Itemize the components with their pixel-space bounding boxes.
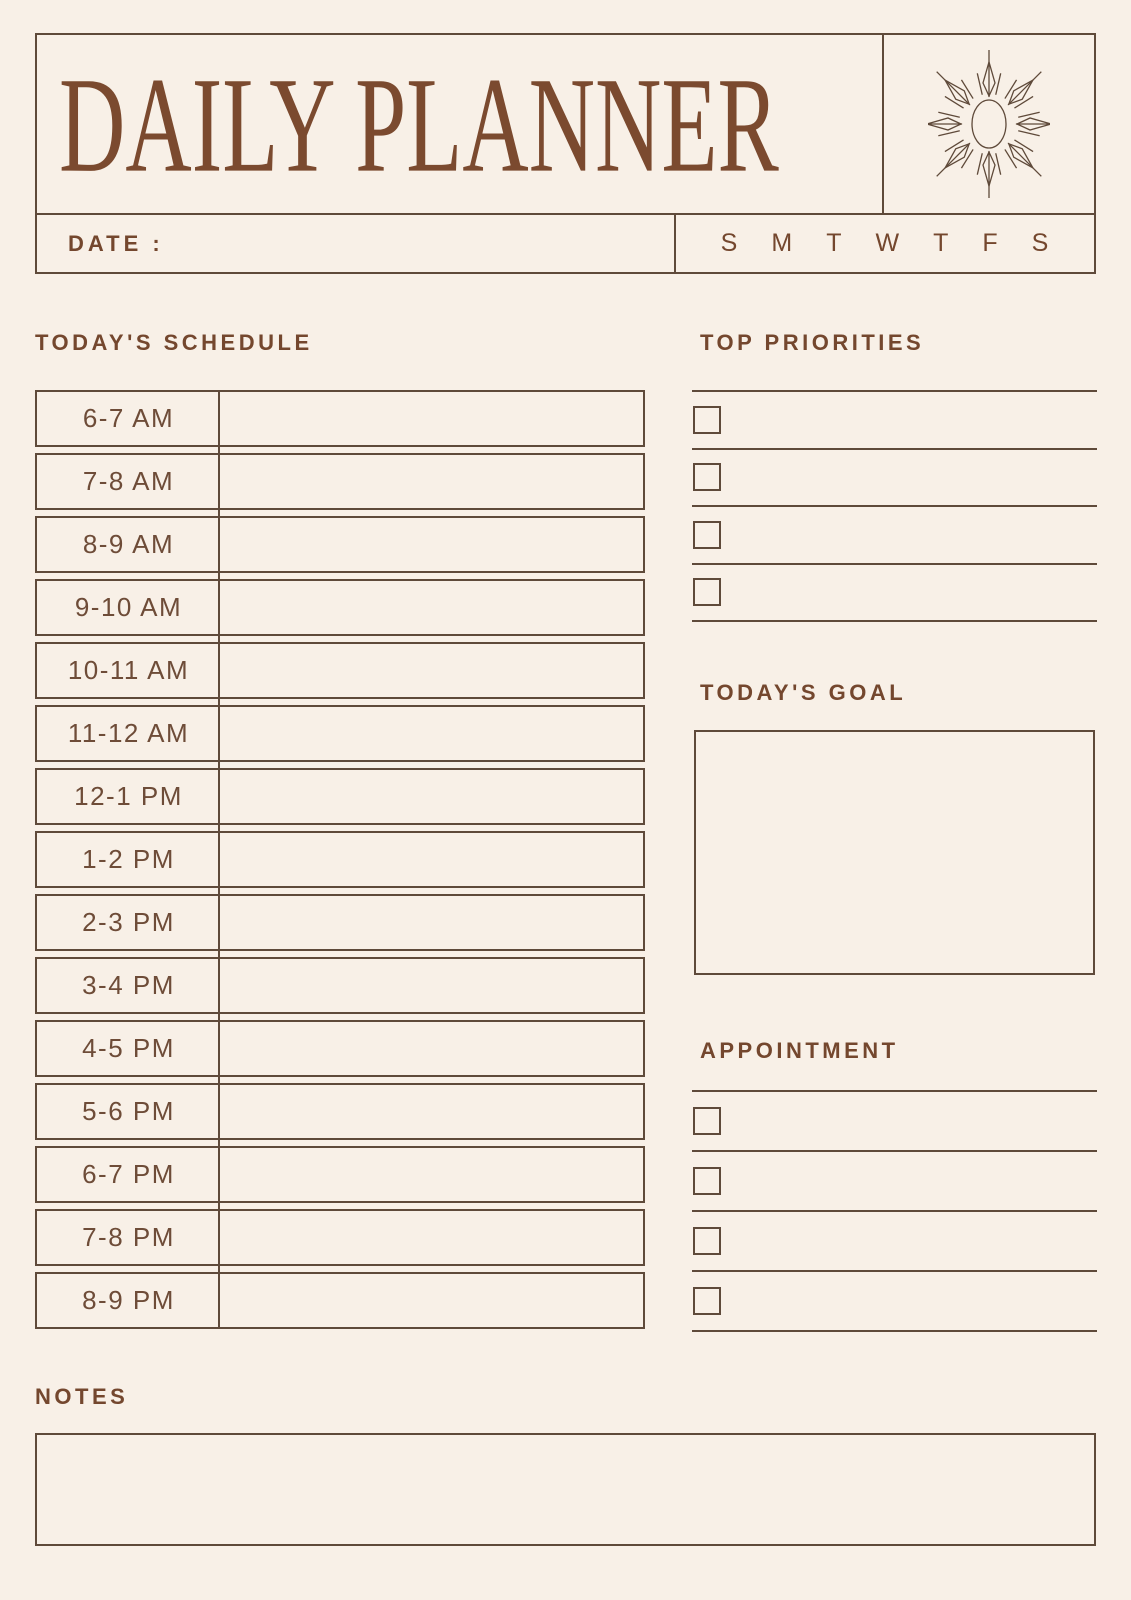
schedule-row: [35, 516, 645, 573]
date-label: DATE :: [68, 230, 164, 256]
time-label: 1-2 PM: [82, 844, 175, 874]
priority-row: [692, 505, 1097, 563]
schedule-entry-cell[interactable]: [220, 1022, 643, 1075]
schedule-entry-cell[interactable]: [220, 1211, 643, 1264]
notes-box[interactable]: [35, 1433, 1096, 1546]
goal-heading: TODAY'S GOAL: [700, 680, 907, 705]
appointment-entry-area[interactable]: [721, 1272, 1097, 1330]
appointment-checkbox[interactable]: [693, 1107, 721, 1135]
priority-entry-area[interactable]: [721, 450, 1097, 506]
time-label: 4-5 PM: [82, 1033, 175, 1063]
schedule-row: [35, 1083, 645, 1140]
schedule-entry-cell[interactable]: [220, 1085, 643, 1138]
time-label: 8-9 PM: [82, 1285, 175, 1315]
appointment-row: [692, 1210, 1097, 1270]
schedule-entry-cell[interactable]: [220, 959, 643, 1012]
priority-checkbox[interactable]: [693, 521, 721, 549]
schedule-entry-cell[interactable]: [220, 392, 643, 445]
schedule-row: [35, 1146, 645, 1203]
schedule-entry-cell[interactable]: [220, 896, 643, 949]
schedule-entry-cell[interactable]: [220, 707, 643, 760]
sun-cell: [882, 35, 1094, 213]
schedule-entry-cell[interactable]: [220, 455, 643, 508]
appointment-row: [692, 1150, 1097, 1210]
time-label: 3-4 PM: [82, 970, 175, 1000]
priorities-list: [692, 390, 1097, 622]
time-label: 10-11 AM: [67, 655, 190, 685]
schedule-entry-cell[interactable]: [220, 518, 643, 571]
schedule-row: [35, 1209, 645, 1266]
weekday-letter[interactable]: W: [875, 229, 901, 257]
schedule-row: [35, 579, 645, 636]
appointment-list: [692, 1090, 1097, 1332]
time-label: 11-12 AM: [67, 718, 190, 748]
priority-checkbox[interactable]: [693, 406, 721, 434]
appointment-entry-area[interactable]: [721, 1212, 1097, 1270]
schedule-row: [35, 1020, 645, 1077]
time-label: 7-8 AM: [82, 466, 175, 496]
page-title: DAILY PLANNER: [59, 47, 779, 201]
weekday-letter[interactable]: S: [1031, 229, 1050, 257]
schedule-heading: TODAY'S SCHEDULE: [35, 330, 313, 355]
schedule-entry-cell[interactable]: [220, 581, 643, 634]
schedule-row: [35, 894, 645, 951]
weekday-letter[interactable]: T: [933, 229, 950, 257]
schedule-row: [35, 705, 645, 762]
priority-row: [692, 448, 1097, 506]
priority-entry-area[interactable]: [721, 565, 1097, 621]
time-label: 8-9 AM: [82, 529, 175, 559]
schedule-row: [35, 642, 645, 699]
notes-heading: NOTES: [35, 1384, 129, 1409]
appointment-checkbox[interactable]: [693, 1287, 721, 1315]
schedule-row: [35, 1272, 645, 1329]
time-label: 12-1 PM: [74, 781, 183, 811]
appointment-checkbox[interactable]: [693, 1227, 721, 1255]
time-label: 7-8 PM: [82, 1222, 175, 1252]
time-label: 2-3 PM: [82, 907, 175, 937]
header-box: [35, 33, 1096, 213]
weekday-letter[interactable]: F: [982, 229, 999, 257]
schedule-row: [35, 453, 645, 510]
appointment-heading: APPOINTMENT: [700, 1038, 899, 1063]
date-cell: [37, 215, 674, 272]
priorities-heading: TOP PRIORITIES: [700, 330, 925, 355]
time-label: 5-6 PM: [82, 1096, 175, 1126]
weekday-row: [674, 215, 1094, 272]
appointment-checkbox[interactable]: [693, 1167, 721, 1195]
schedule-table: [35, 390, 645, 1329]
date-input-area[interactable]: [164, 215, 674, 272]
date-row: [35, 213, 1096, 274]
appointment-row: [692, 1090, 1097, 1150]
schedule-entry-cell[interactable]: [220, 1148, 643, 1201]
title-wrap: [37, 47, 882, 201]
priority-checkbox[interactable]: [693, 578, 721, 606]
priority-row: [692, 390, 1097, 448]
goal-box[interactable]: [694, 730, 1095, 975]
schedule-entry-cell[interactable]: [220, 770, 643, 823]
priority-entry-area[interactable]: [721, 507, 1097, 563]
schedule-row: [35, 390, 645, 447]
appointment-entry-area[interactable]: [721, 1152, 1097, 1210]
time-label: 6-7 PM: [82, 1159, 175, 1189]
schedule-row: [35, 768, 645, 825]
weekday-letter[interactable]: M: [771, 229, 794, 257]
appointment-entry-area[interactable]: [721, 1092, 1097, 1150]
sun-icon: [928, 45, 1050, 203]
priority-entry-area[interactable]: [721, 392, 1097, 448]
schedule-entry-cell[interactable]: [220, 833, 643, 886]
time-label: 9-10 AM: [74, 592, 183, 622]
priority-row: [692, 563, 1097, 621]
weekday-letter[interactable]: T: [826, 229, 843, 257]
schedule-entry-cell[interactable]: [220, 1274, 643, 1327]
time-label: 6-7 AM: [82, 403, 175, 433]
schedule-row: [35, 957, 645, 1014]
appointment-row: [692, 1270, 1097, 1330]
weekday-letter[interactable]: S: [720, 229, 739, 257]
priority-checkbox[interactable]: [693, 463, 721, 491]
schedule-row: [35, 831, 645, 888]
schedule-entry-cell[interactable]: [220, 644, 643, 697]
